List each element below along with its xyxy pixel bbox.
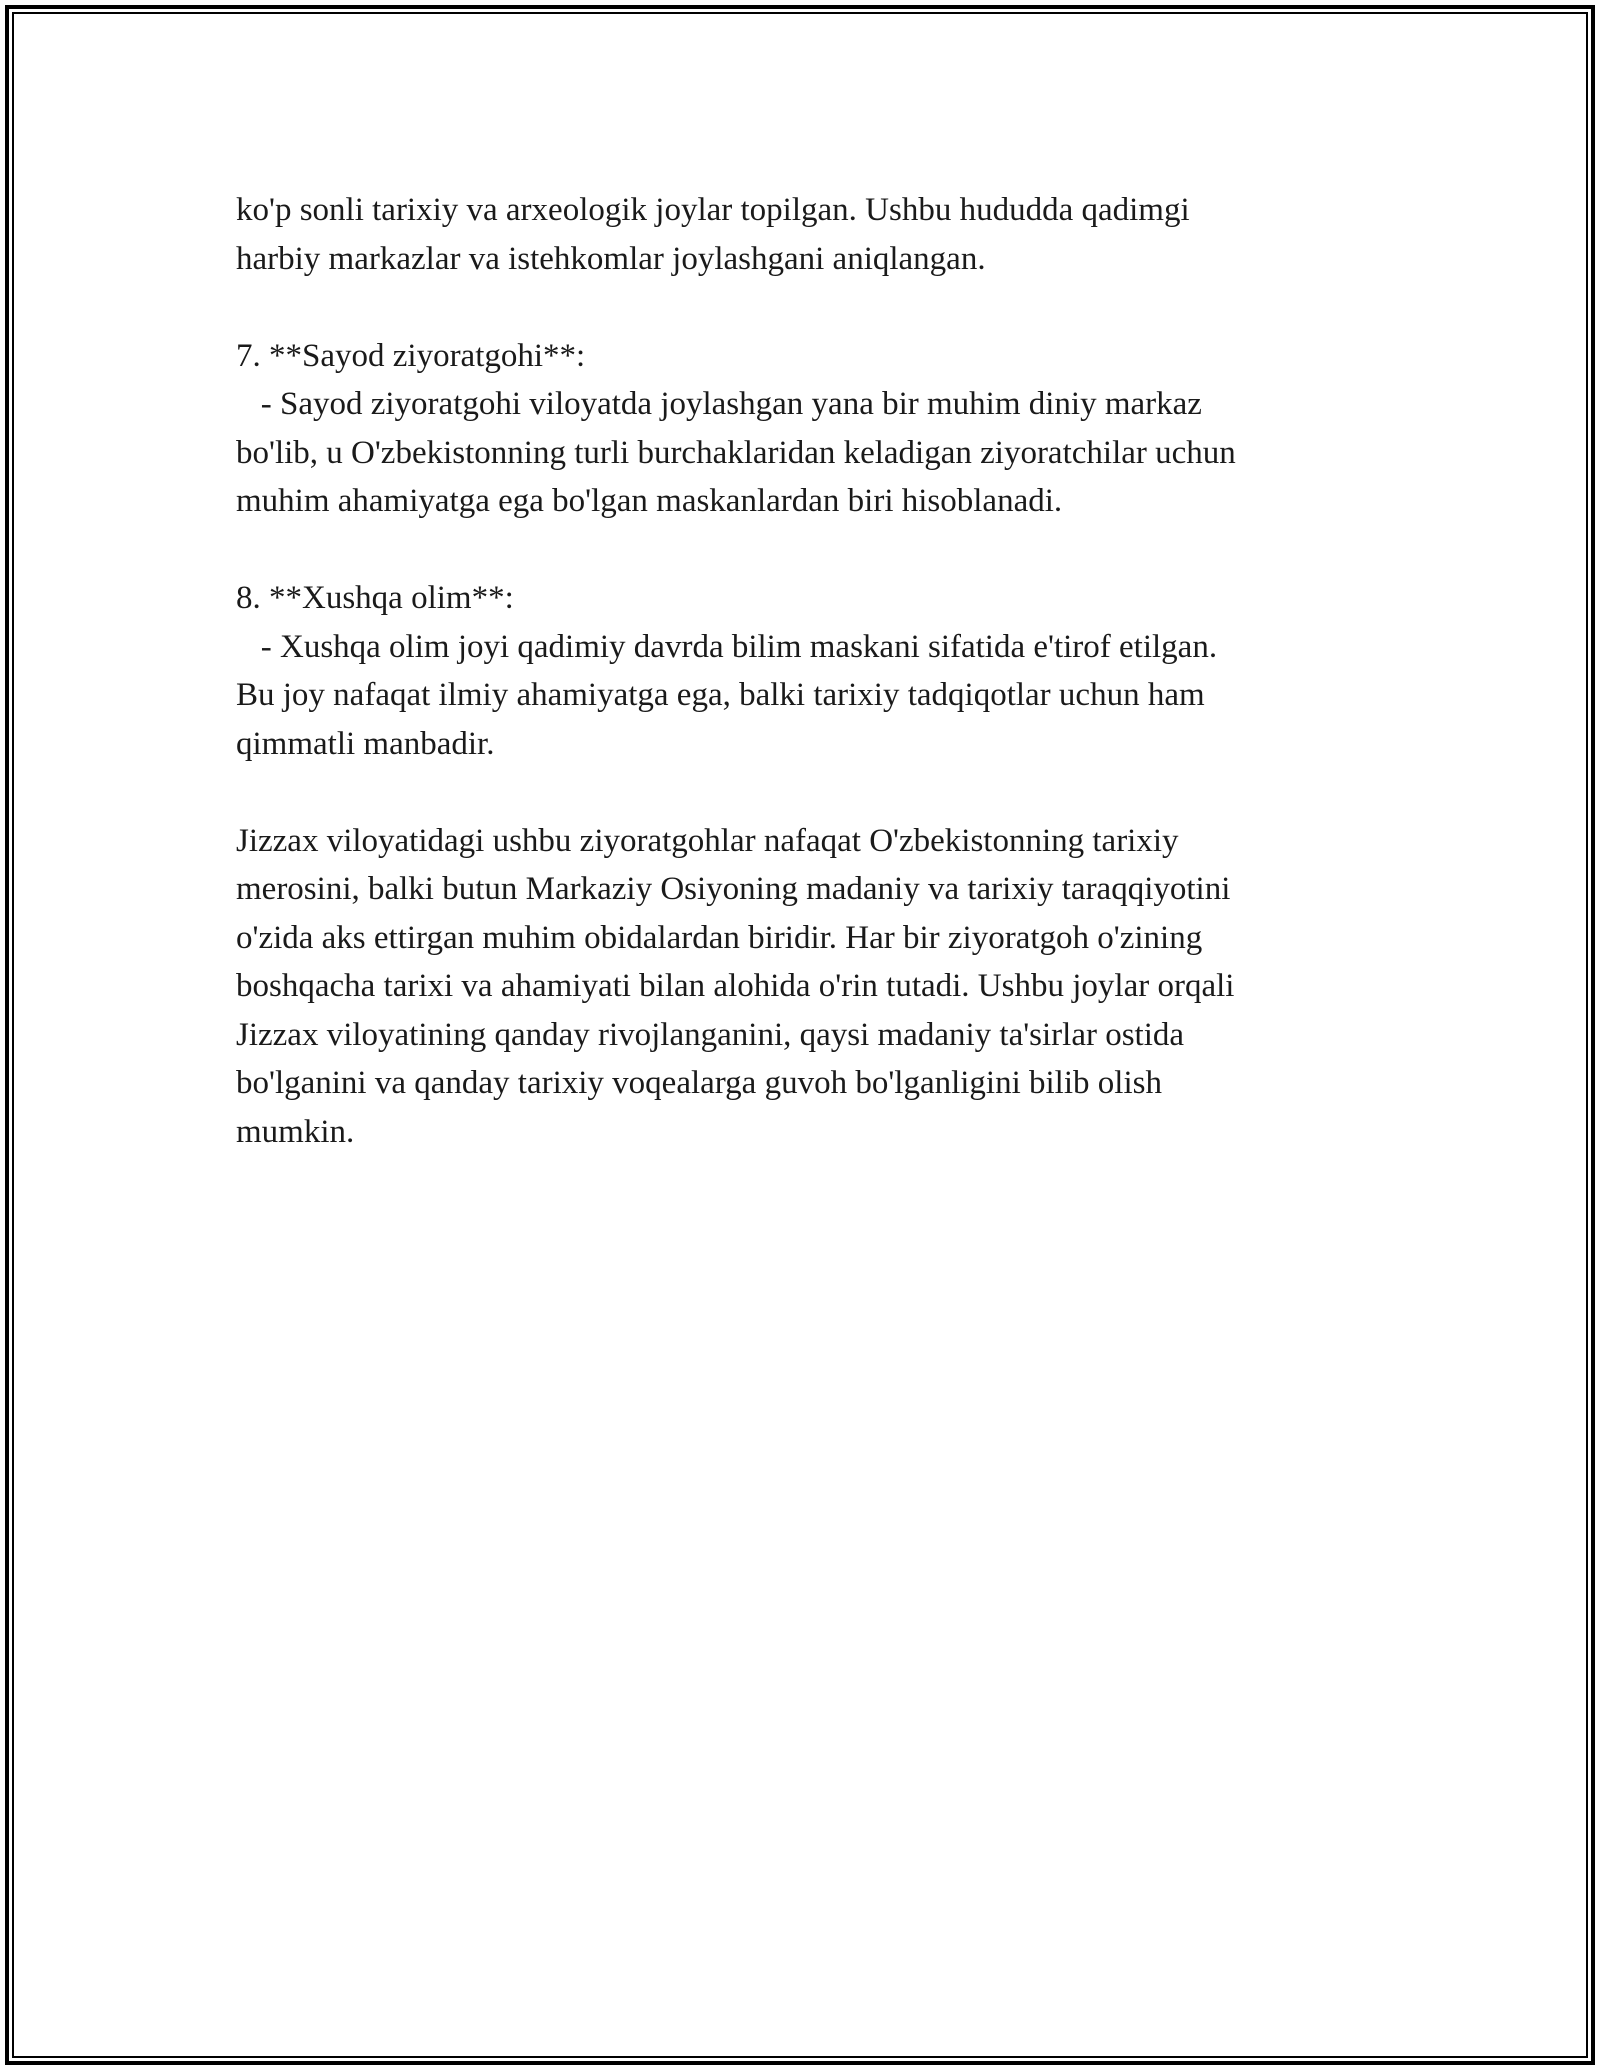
text-line: - Xushqa olim joyi qadimiy davrda bilim maskani sifatida e'tirof etilgan. [236, 628, 1218, 665]
text-line: Jizzax viloyatining qanday rivojlanganini, qaysi madaniy ta'sirlar ostida [236, 1016, 1185, 1053]
text-line: Bu joy nafaqat ilmiy ahamiyatga ega, balki tarixiy tadqiqotlar uchun ham [236, 677, 1205, 713]
text-line: o'zida aks ettirgan muhim obidalardan biridir. Har bir ziyoratgoh o'zining [236, 919, 1203, 956]
text-line: boshqacha tarixi va ahamiyati bilan alohida o'rin tutadi. Ushbu joylar orqali [236, 968, 1235, 1004]
section-heading-xushqa: 8. **Xushqa olim**: [236, 580, 514, 616]
text-line: Jizzax viloyatidagi ushbu ziyoratgohlar nafaqat O'zbekistonning tarixiy [236, 822, 1179, 859]
blank-line [236, 526, 1376, 575]
text-line: ko'p sonli tarixiy va arxeologik joylar topilgan. Ushbu hududda qadimgi [236, 192, 1190, 228]
text-line: harbiy markazlar va istehkomlar joylashgani aniqlangan. [236, 240, 986, 277]
text-line: muhim ahamiyatga ega bo'lgan maskanlardan biri hisoblanadi. [236, 483, 1063, 519]
text-line: bo'lib, u O'zbekistonning turli burchaklaridan keladigan ziyoratchilar uchun [236, 434, 1236, 471]
text-line: qimmatli manbadir. [236, 725, 495, 762]
text-line: - Sayod ziyoratgohi viloyatda joylashgan yana bir muhim diniy markaz [236, 386, 1202, 422]
text-line: merosini, balki butun Markaziy Osiyoning madaniy va tarixiy taraqqiyotini [236, 871, 1231, 907]
section-heading-sayod: 7. **Sayod ziyoratgohi**: [236, 337, 586, 374]
text-line: bo'lganini va qanday tarixiy voqealarga guvoh bo'lganligini bilib olish [236, 1065, 1162, 1101]
document-body [236, 186, 1376, 1156]
blank-line [236, 768, 1376, 817]
blank-line [236, 283, 1376, 332]
text-line: mumkin. [236, 1113, 355, 1150]
